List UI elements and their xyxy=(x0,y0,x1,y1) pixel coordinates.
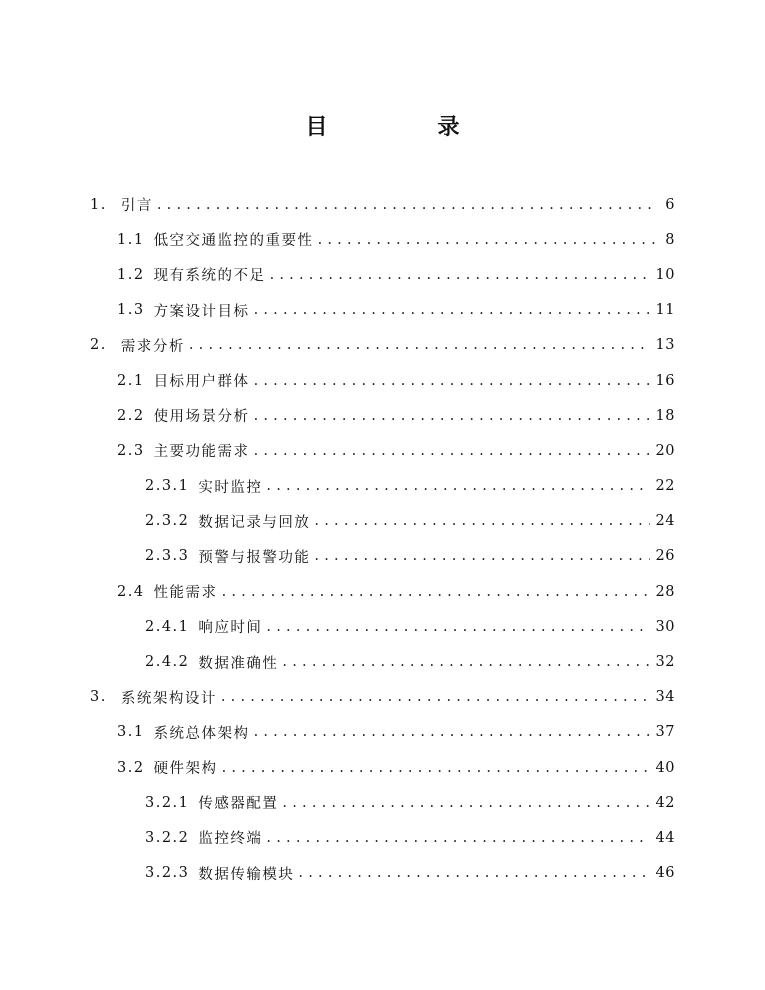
toc-entry-page-number: 34 xyxy=(655,689,675,706)
toc-entry-page-number: 18 xyxy=(655,407,675,424)
toc-dot-leader xyxy=(221,689,650,705)
toc-entry[interactable] xyxy=(0,363,765,398)
toc-dot-leader xyxy=(282,795,649,811)
toc-entry-page-number: 11 xyxy=(655,302,675,319)
toc-entry-number: 1.1 xyxy=(117,231,145,248)
toc-entry-number: 3.2.2 xyxy=(145,829,190,846)
toc-dot-leader xyxy=(254,408,650,424)
toc-dot-leader xyxy=(314,548,649,564)
toc-entry[interactable] xyxy=(0,715,765,750)
toc-entry-page-number: 32 xyxy=(655,654,675,671)
toc-entry[interactable] xyxy=(0,433,765,468)
toc-entry-number: 3.2.3 xyxy=(145,865,190,882)
toc-entry[interactable] xyxy=(0,539,765,574)
toc-entry-title: 性能需求 xyxy=(153,585,218,602)
toc-entry-title: 目标用户群体 xyxy=(153,374,250,391)
toc-dot-leader xyxy=(282,654,649,670)
toc-dot-leader xyxy=(189,337,650,353)
toc-entry-page-number: 40 xyxy=(655,759,675,776)
toc-entry-number: 3. xyxy=(90,689,107,706)
toc-entry-title: 引言 xyxy=(120,198,153,215)
toc-dot-leader xyxy=(222,584,650,600)
toc-entry-title: 需求分析 xyxy=(120,338,185,355)
toc-dot-leader xyxy=(254,443,650,459)
toc-entry[interactable] xyxy=(0,750,765,785)
toc-entry-number: 2.2 xyxy=(117,407,145,424)
toc-entry-number: 2.3.3 xyxy=(145,548,190,565)
toc-dot-leader xyxy=(314,513,649,529)
toc-entry-number: 1.3 xyxy=(117,302,145,319)
toc-entry[interactable] xyxy=(0,574,765,609)
toc-entry[interactable] xyxy=(0,680,765,715)
toc-entry-number: 2.3.2 xyxy=(145,513,190,530)
toc-entry-title: 使用场景分析 xyxy=(153,409,250,426)
toc-entry-page-number: 24 xyxy=(655,513,675,530)
toc-entry[interactable] xyxy=(0,504,765,539)
toc-dot-leader xyxy=(298,865,649,881)
toc-entry-title: 方案设计目标 xyxy=(153,303,250,320)
toc-entry-page-number: 26 xyxy=(655,548,675,565)
toc-entry-number: 1. xyxy=(90,196,107,213)
toc-entry-page-number: 30 xyxy=(655,618,675,635)
toc-entry-title: 现有系统的不足 xyxy=(153,268,266,285)
toc-entry-number: 3.2 xyxy=(117,759,145,776)
toc-entry-title: 系统架构设计 xyxy=(120,690,217,707)
toc-entry[interactable] xyxy=(0,257,765,292)
toc-entry-title: 预警与报警功能 xyxy=(198,549,311,566)
toc-entry-title: 系统总体架构 xyxy=(153,725,250,742)
toc-dot-leader xyxy=(270,267,650,283)
toc-entry-title: 主要功能需求 xyxy=(153,444,250,461)
toc-dot-leader xyxy=(318,232,660,248)
toc-entry-number: 2.4 xyxy=(117,583,145,600)
toc-entry-page-number: 22 xyxy=(655,478,675,495)
toc-dot-leader xyxy=(266,830,649,846)
toc-entry-page-number: 6 xyxy=(665,196,675,213)
toc-entry-title: 硬件架构 xyxy=(153,761,218,778)
toc-entry-title: 实时监控 xyxy=(198,479,263,496)
toc-entry-title: 监控终端 xyxy=(198,831,263,848)
toc-entry-page-number: 44 xyxy=(655,829,675,846)
toc-entry-page-number: 28 xyxy=(655,583,675,600)
toc-dot-leader xyxy=(266,478,649,494)
toc-entry-page-number: 13 xyxy=(655,337,675,354)
toc-entry[interactable] xyxy=(0,820,765,855)
toc-entry-number: 2.4.1 xyxy=(145,618,190,635)
toc-entry-number: 3.1 xyxy=(117,724,145,741)
toc-entry-page-number: 20 xyxy=(655,442,675,459)
page-title: 目 录 xyxy=(305,115,504,140)
toc-dot-leader xyxy=(266,619,649,635)
toc-entry-page-number: 42 xyxy=(655,794,675,811)
toc-entry-title: 低空交通监控的重要性 xyxy=(153,233,314,250)
toc-entry-number: 2.3 xyxy=(117,442,145,459)
toc-entry-page-number: 46 xyxy=(655,865,675,882)
toc-entry-number: 2.4.2 xyxy=(145,654,190,671)
toc-dot-leader xyxy=(254,302,650,318)
toc-entry-number: 2. xyxy=(90,337,107,354)
toc-dot-leader xyxy=(222,760,650,776)
toc-dot-leader xyxy=(254,724,650,740)
toc-entry[interactable] xyxy=(0,469,765,504)
toc-entry[interactable] xyxy=(0,293,765,328)
toc-entry[interactable] xyxy=(0,398,765,433)
toc-entry-number: 2.3.1 xyxy=(145,478,190,495)
toc-entry[interactable] xyxy=(0,609,765,644)
toc-entry-title: 响应时间 xyxy=(198,620,263,637)
toc-dot-leader xyxy=(254,373,650,389)
toc-entry[interactable] xyxy=(0,328,765,363)
toc-entry-title: 数据记录与回放 xyxy=(198,514,311,531)
toc-entry-title: 传感器配置 xyxy=(198,796,279,813)
toc-entry-page-number: 37 xyxy=(655,724,675,741)
toc-entry-title: 数据准确性 xyxy=(198,655,279,672)
toc-entry-page-number: 10 xyxy=(655,266,675,283)
toc-entry[interactable] xyxy=(0,856,765,891)
toc-entry[interactable] xyxy=(0,222,765,257)
toc-entry-number: 1.2 xyxy=(117,266,145,283)
toc-entry[interactable] xyxy=(0,187,765,222)
toc-entry-title: 数据传输模块 xyxy=(198,866,295,883)
toc-entry[interactable] xyxy=(0,644,765,679)
toc-entry-number: 2.1 xyxy=(117,372,145,389)
toc-entry-number: 3.2.1 xyxy=(145,794,190,811)
toc-entry[interactable] xyxy=(0,785,765,820)
toc-entry-page-number: 8 xyxy=(665,231,675,248)
toc-dot-leader xyxy=(157,197,657,213)
table-of-contents xyxy=(0,187,765,891)
toc-entry-page-number: 16 xyxy=(655,372,675,389)
